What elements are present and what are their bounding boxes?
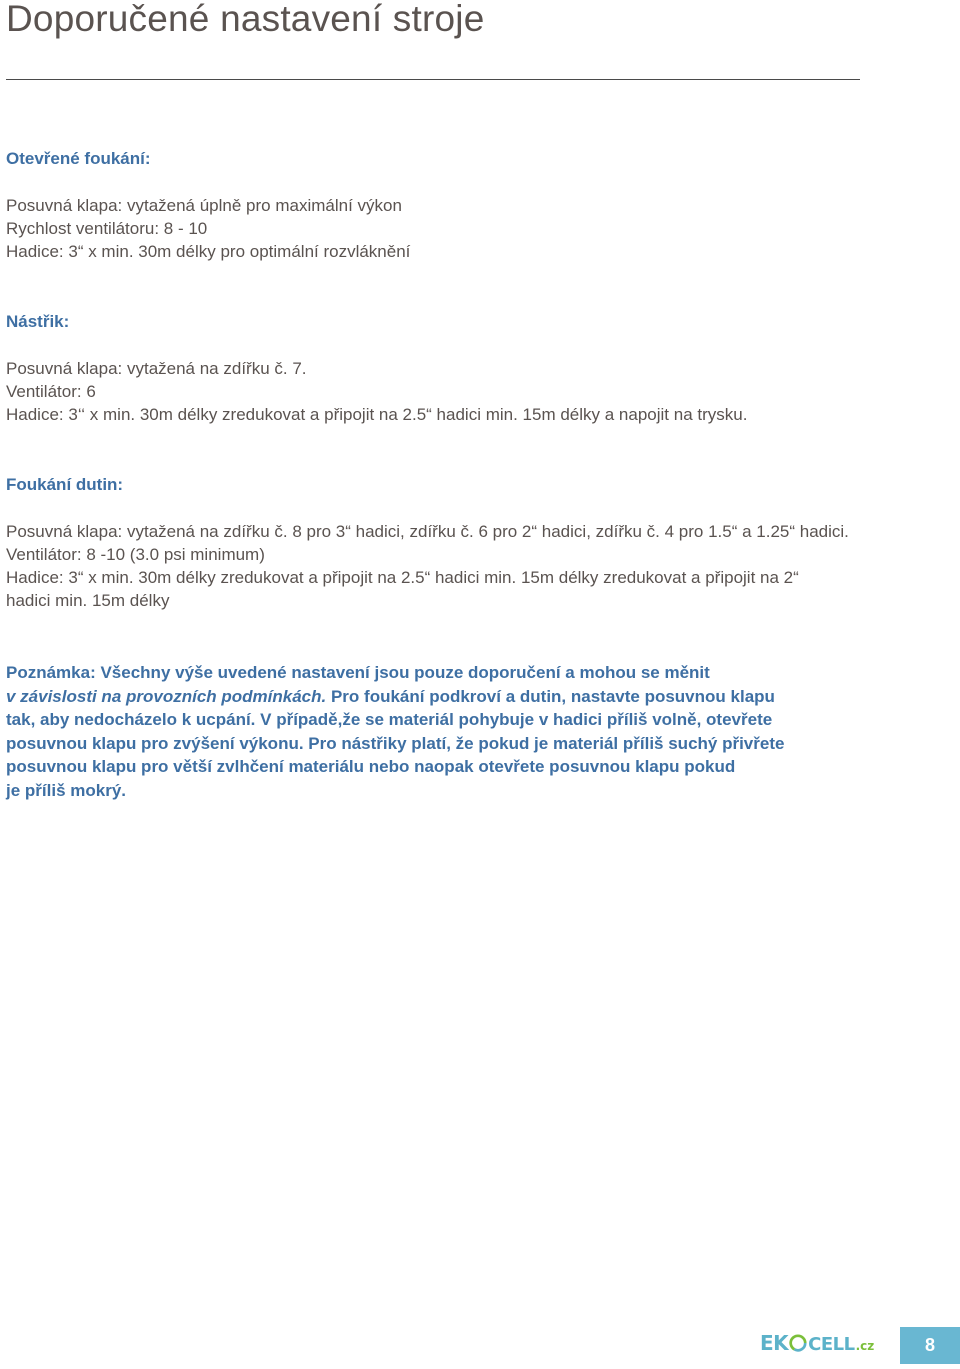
setting-line: Posuvná klapa: vytažená na zdířku č. 7.	[6, 359, 307, 378]
page-title: Doporučené nastavení stroje	[6, 0, 485, 39]
section-heading: Otevřené foukání:	[6, 149, 151, 168]
note-line: je příliš mokrý.	[6, 780, 126, 800]
note-paragraph	[6, 661, 886, 803]
setting-line: Rychlost ventilátoru: 8 - 10	[6, 219, 208, 238]
note-line: posuvnou klapu pro zvýšení výkonu. Pro nástřiky platí, že pokud je materiál příliš suchý přivřete	[6, 733, 785, 753]
note-text: Pro foukání podkroví a dutin, nastavte posuvnou klapu	[326, 686, 775, 706]
setting-line: Hadice: 3“ x min. 30m délky zredukovat a připojit na 2.5“ hadici min. 15m délky zredukovat a připojit na 2“	[6, 568, 799, 587]
logo-cell-text: CELL	[808, 1334, 855, 1355]
section-heading: Nástřik:	[6, 312, 70, 331]
recycle-icon	[789, 1334, 807, 1352]
logo-cz-text: .cz	[855, 1339, 875, 1353]
section-heading: Foukání dutin:	[6, 475, 124, 494]
note-italic-text: v závislosti na provozních podmínkách.	[6, 686, 327, 706]
title-divider	[6, 79, 860, 80]
section-cavity-blowing	[6, 473, 876, 612]
logo-eko-text: EK	[760, 1331, 789, 1355]
section-spraying	[6, 310, 876, 426]
setting-line: Hadice: 3‘‘ x min. 30m délky zredukovat a připojit na 2.5“ hadici min. 15m délky a napojit na trysku.	[6, 405, 748, 424]
ekocell-logo	[760, 1331, 874, 1355]
setting-line: Ventilátor: 6	[6, 382, 96, 401]
section-open-blowing	[6, 147, 876, 263]
page-number: 8	[924, 1335, 935, 1355]
note-line: Poznámka: Všechny výše uvedené nastavení jsou pouze doporučení a mohou se měnit	[6, 663, 710, 682]
note-line	[6, 685, 886, 709]
setting-line: Posuvná klapa: vytažená úplně pro maximální výkon	[6, 196, 402, 215]
setting-line: Ventilátor: 8 -10 (3.0 psi minimum)	[6, 545, 265, 564]
page-number-badge	[900, 1327, 960, 1364]
setting-line: Posuvná klapa: vytažená na zdířku č. 8 pro 3“ hadici, zdířku č. 6 pro 2“ hadici, zdířku č. 4 pro 1.5“ a 1.25“ hadici.	[6, 522, 849, 541]
note-line: posuvnou klapu pro větší zvlhčení materiálu nebo naopak otevřete posuvnou klapu pokud	[6, 757, 736, 777]
note-line: tak, aby nedocházelo k ucpání. V případě,že se materiál pohybuje v hadici příliš volně, otevřete	[6, 710, 773, 730]
setting-line: hadici min. 15m délky	[6, 591, 170, 610]
setting-line: Hadice: 3“ x min. 30m délky pro optimální rozvláknění	[6, 242, 411, 261]
